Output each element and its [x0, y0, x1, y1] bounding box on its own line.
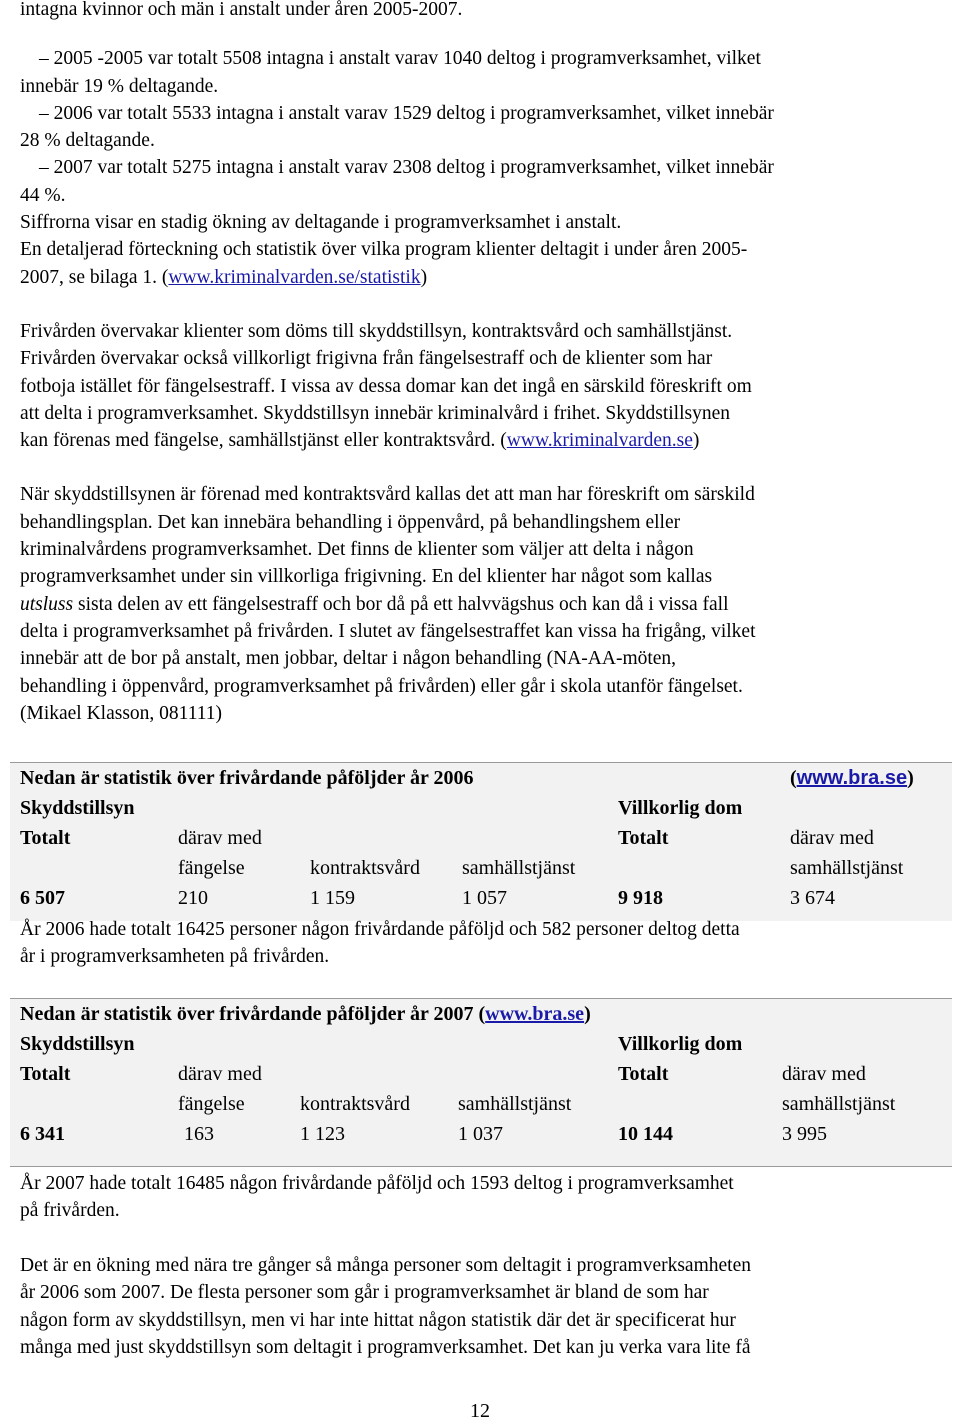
kontrakt-text: sista delen av ett fängelsestraff och bor då på ett halvvägshus och kan då i vissa fall: [73, 593, 729, 615]
detail-line1: En detaljerad förteckning och statistik över vilka program klienter deltagit i under åren 2005-: [20, 239, 748, 261]
value-fangelse: 163: [184, 1123, 214, 1145]
col-samhallstjanst-villkorlig: samhällstjänst: [790, 857, 904, 879]
frivard-line5: [20, 427, 940, 454]
frivard-text: kan förenas med fängelse, samhällstjänst eller kontraktsvård. (: [20, 430, 507, 452]
kontrakt-line5: [20, 591, 940, 618]
col-samhallstjanst-villkorlig: samhällstjänst: [782, 1093, 896, 1115]
col-fangelse: fängelse: [178, 857, 245, 879]
stats-2006-source: [790, 765, 914, 792]
kontrakt-line1: När skyddstillsynen är förenad med kontraktsvård kallas det att man har föreskrift om särskild: [20, 484, 755, 506]
kontrakt-line2: behandlingsplan. Det kan innebära behandling i öppenvård, på behandlingshem eller: [20, 511, 681, 533]
utsluss-term: utsluss: [20, 593, 74, 615]
col-kontraktsvard: kontraktsvård: [310, 857, 420, 879]
detail-line2: [20, 264, 940, 291]
kontrakt-line7: innebär att de bor på anstalt, men jobbar, deltar i någon behandling (NA-AA-möten,: [20, 648, 677, 670]
detail-text: 2007, se bilaga 1. (: [20, 266, 169, 288]
col-totalt: Totalt: [20, 827, 71, 849]
col-fangelse: fängelse: [178, 1093, 245, 1115]
frivard-line1: Frivården övervakar klienter som döms till skyddstillsyn, kontraktsvård och samhällstjänst.: [20, 320, 733, 342]
bra-link-2007[interactable]: www.bra.se: [485, 1003, 585, 1025]
conclusion-line1: Det är en ökning med nära tre gånger så många personer som deltagit i programverksamheten: [20, 1255, 751, 1276]
kontrakt-line4: programverksamhet under sin villkorliga frigivning. En del klienter har något som kallas: [20, 566, 713, 588]
col-totalt-villkorlig: Totalt: [618, 1063, 669, 1085]
col-darav-med-villkorlig: därav med: [782, 1063, 866, 1085]
frivard-line2: Frivården övervakar också villkorligt frigivna från fängelsestraff och de klienter som har: [20, 348, 713, 370]
stats-2007-table: [10, 998, 952, 1167]
bullet-2005-line1: – 2005 -2005 var totalt 5508 intagna i anstalt varav 1040 deltog i programverksamhet, vilket: [39, 48, 761, 70]
col-kontraktsvard: kontraktsvård: [300, 1093, 410, 1115]
conclusion-line2: år 2006 som 2007. De flesta personer som går i programverksamhet är bland de som har: [20, 1282, 709, 1304]
note-2007-line1: År 2007 hade totalt 16485 någon frivårdande påföljd och 1593 deltog i programverksamhet: [20, 1173, 734, 1194]
bullet-2006-line1: – 2006 var totalt 5533 intagna i anstalt varav 1529 deltog i programverksamhet, vilket innebär: [39, 102, 774, 124]
value-kontraktsvard: 1 159: [310, 887, 355, 909]
bullet-2007-line1: – 2007 var totalt 5275 intagna i anstalt varav 2308 deltog i programverksamhet, vilket innebär: [39, 157, 774, 179]
stats-2007-title-row: [10, 999, 952, 1029]
stats-2006-subheading-row: [10, 823, 952, 853]
kontrakt-line8: behandling i öppenvård, programverksamhet på frivården) eller går i skola utanför fängelset.: [20, 675, 743, 697]
col-darav-med: därav med: [178, 827, 262, 849]
statistik-link[interactable]: www.kriminalvarden.se/statistik: [168, 266, 421, 288]
frivard-close: ): [692, 430, 700, 452]
bullet-2007-line2: 44 %.: [20, 184, 66, 206]
stats-2006-value-row: [10, 883, 952, 913]
stats-2007-value-row: [10, 1119, 952, 1149]
stats-2007-note: [20, 1170, 920, 1225]
value-samhallstjanst: 1 057: [462, 887, 507, 909]
heading-skyddstillsyn: Skyddstillsyn: [20, 1033, 135, 1055]
value-samhallstjanst: 1 037: [458, 1123, 503, 1145]
value-samhallstjanst-villkorlig: 3 674: [790, 887, 835, 909]
kontrakt-line6: delta i programverksamhet på frivården. I slutet av fängelsestraffet kan vissa ha frigång, vilket: [20, 620, 756, 642]
spacer: [20, 454, 940, 481]
conclusion-line4: många med just skyddstillsyn som deltagit i programverksamhet. Det kan ju verka vara lite få: [20, 1336, 751, 1358]
value-totalt-villkorlig: 10 144: [618, 1123, 673, 1145]
stats-2006-heading-row: [10, 793, 952, 823]
bullet-2005-line2: innebär 19 % deltagande.: [20, 75, 219, 97]
stats-2006-category-row: [10, 853, 952, 883]
conclusion-paragraph: [20, 1252, 920, 1361]
note-2006-line2: år i programverksamheten på frivården.: [20, 946, 330, 968]
detail-close: ): [420, 266, 428, 288]
source-close: ): [907, 767, 914, 789]
col-totalt: Totalt: [20, 1063, 71, 1085]
col-darav-med-villkorlig: därav med: [790, 827, 874, 849]
page-number: 12: [470, 1400, 490, 1422]
heading-villkorlig-dom: Villkorlig dom: [618, 797, 743, 819]
intro-line: intagna kvinnor och män i anstalt under åren 2005-2007.: [20, 0, 463, 20]
conclusion-line3: någon form av skyddstillsyn, men vi har inte hittat någon statistik där det är specificerat hur: [20, 1309, 736, 1331]
summary-line: Siffrorna visar en stadig ökning av deltagande i programverksamhet i anstalt.: [20, 212, 622, 234]
value-totalt: 6 341: [20, 1123, 65, 1145]
stats-2007-title-text: Nedan är statistik över frivårdande påföljder år 2007 (: [20, 1003, 486, 1025]
document-page: [20, 0, 940, 727]
stats-2006-note: [20, 916, 920, 971]
note-2007-line2: på frivården.: [20, 1200, 120, 1222]
frivard-line4: att delta i programverksamhet. Skyddstillsyn innebär kriminalvård i frihet. Skyddstillsynen: [20, 402, 730, 424]
bullet-2006-line2: 28 % deltagande.: [20, 130, 155, 152]
stats-2007-title: [20, 1001, 591, 1028]
stats-2006-table: [10, 762, 952, 921]
stats-2006-title: Nedan är statistik över frivårdande påföljder år 2006: [20, 767, 474, 789]
spacer: [20, 291, 940, 318]
kriminalvarden-link[interactable]: www.kriminalvarden.se: [506, 430, 693, 452]
value-totalt-villkorlig: 9 918: [618, 887, 663, 909]
heading-villkorlig-dom: Villkorlig dom: [618, 1033, 743, 1055]
source-close-2007: ): [584, 1003, 591, 1025]
col-samhallstjanst: samhällstjänst: [458, 1093, 572, 1115]
bra-link[interactable]: www.bra.se: [796, 767, 908, 789]
stats-2007-subheading-row: [10, 1059, 952, 1089]
stats-2007-category-row: [10, 1089, 952, 1119]
table-bottom-rule: [10, 1166, 952, 1167]
col-samhallstjanst: samhällstjänst: [462, 857, 576, 879]
frivard-line3: fotboja istället för fängelsestraff. I vissa av dessa domar kan det ingå en särskild föreskrift om: [20, 375, 752, 397]
col-totalt-villkorlig: Totalt: [618, 827, 669, 849]
value-kontraktsvard: 1 123: [300, 1123, 345, 1145]
value-samhallstjanst-villkorlig: 3 995: [782, 1123, 827, 1145]
author-line: (Mikael Klasson, 081111): [20, 702, 223, 724]
note-2006-line1: År 2006 hade totalt 16425 personer någon frivårdande påföljd och 582 personer deltog detta: [20, 919, 740, 940]
heading-skyddstillsyn: Skyddstillsyn: [20, 797, 135, 819]
value-totalt: 6 507: [20, 887, 65, 909]
stats-2007-heading-row: [10, 1029, 952, 1059]
source-open: (: [790, 767, 797, 789]
value-fangelse: 210: [178, 887, 208, 909]
kontrakt-line3: kriminalvårdens programverksamhet. Det finns de klienter som väljer att delta i någon: [20, 539, 694, 561]
col-darav-med: därav med: [178, 1063, 262, 1085]
stats-2006-title-row: [10, 763, 952, 793]
